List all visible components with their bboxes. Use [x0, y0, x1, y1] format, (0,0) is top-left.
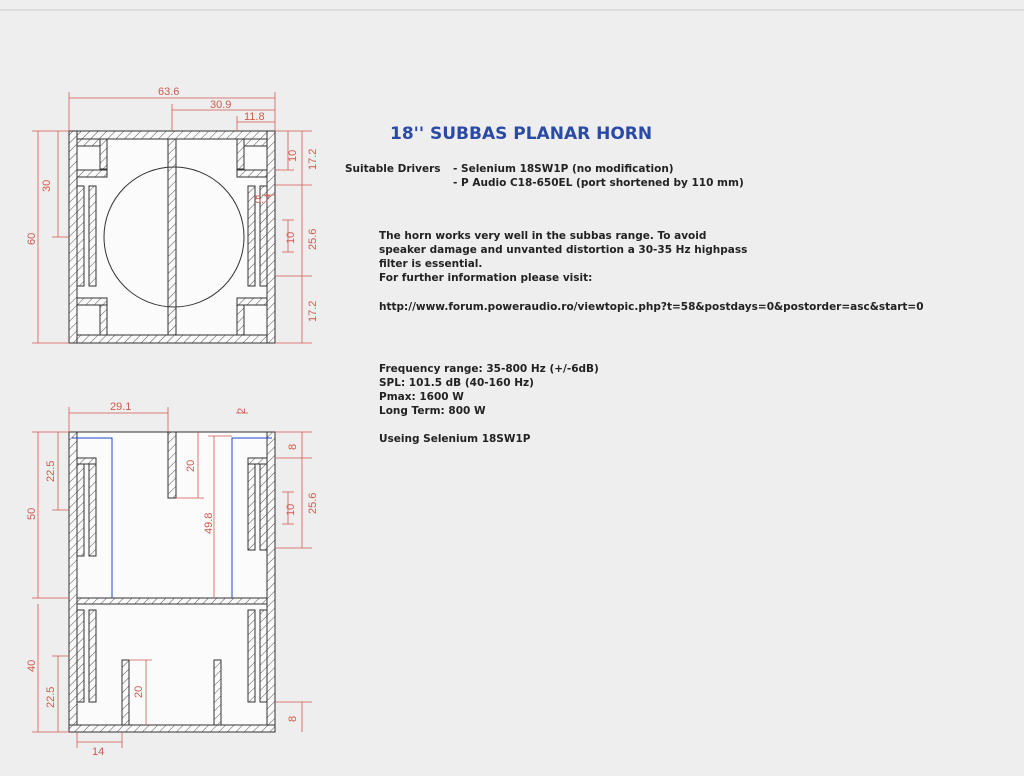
dim-top-width: 63.6: [158, 86, 180, 98]
dim-side-r8b: 8: [287, 715, 299, 722]
spec-pmax: Pmax: 1600 W: [379, 391, 464, 403]
dim-top-r10b: 10: [285, 231, 297, 244]
using-driver: Useing Selenium 18SW1P: [379, 433, 531, 445]
dim-side-h50: 50: [26, 507, 38, 520]
top-view-drawing: [69, 131, 275, 343]
dim-side-h40: 40: [26, 659, 38, 672]
drivers-label: Suitable Drivers: [345, 163, 441, 175]
description-line-1: The horn works very well in the subbas range. To avoid: [379, 230, 707, 242]
description-line-2: speaker damage and unvanted distortion a 30-35 Hz highpass: [379, 244, 748, 256]
spec-frequency: Frequency range: 35-800 Hz (+/-6dB): [379, 363, 599, 375]
dim-side-h225b: 22.5: [45, 686, 57, 708]
dim-top-r256: 25.6: [307, 228, 319, 250]
dim-top-r172a: 17.2: [307, 148, 319, 170]
dim-side-h20a: 20: [185, 459, 197, 472]
dim-top-half: 30.9: [210, 99, 232, 111]
dim-side-r8a: 8: [287, 443, 299, 450]
dim-top-r10a: 10: [287, 149, 299, 162]
dim-side-w2: 2: [236, 407, 248, 414]
spec-spl: SPL: 101.5 dB (40-160 Hz): [379, 377, 534, 389]
dim-side-w291: 29.1: [110, 401, 132, 413]
spec-long-term: Long Term: 800 W: [379, 405, 486, 417]
dim-side-h498: 49.8: [203, 512, 215, 534]
dim-side-h20b: 20: [133, 685, 145, 698]
dim-top-port: 11.8: [244, 111, 265, 123]
dim-top-height: 60: [26, 232, 38, 245]
dim-side-w14: 14: [92, 746, 105, 758]
page-title: 18'' SUBBAS PLANAR HORN: [390, 124, 653, 144]
dim-side-h225a: 22.5: [45, 460, 57, 482]
dim-top-r172b: 17.2: [307, 300, 319, 322]
dim-top-r57: 5.7: [255, 194, 271, 206]
driver-item-2: - P Audio C18-650EL (port shortened by 110 mm): [453, 177, 744, 189]
driver-item-1: - Selenium 18SW1P (no modification): [453, 163, 674, 175]
description-line-3: filter is essential.: [379, 258, 483, 270]
description-line-4: For further information please visit:: [379, 272, 593, 284]
side-view-drawing: [69, 432, 275, 732]
dim-side-r10: 10: [285, 503, 297, 516]
dim-side-r256: 25.6: [307, 492, 319, 514]
forum-link[interactable]: http://www.forum.poweraudio.ro/viewtopic.php?t=58&postdays=0&postorder=asc&start=0: [379, 301, 924, 313]
dim-top-upper: 30: [41, 179, 53, 192]
